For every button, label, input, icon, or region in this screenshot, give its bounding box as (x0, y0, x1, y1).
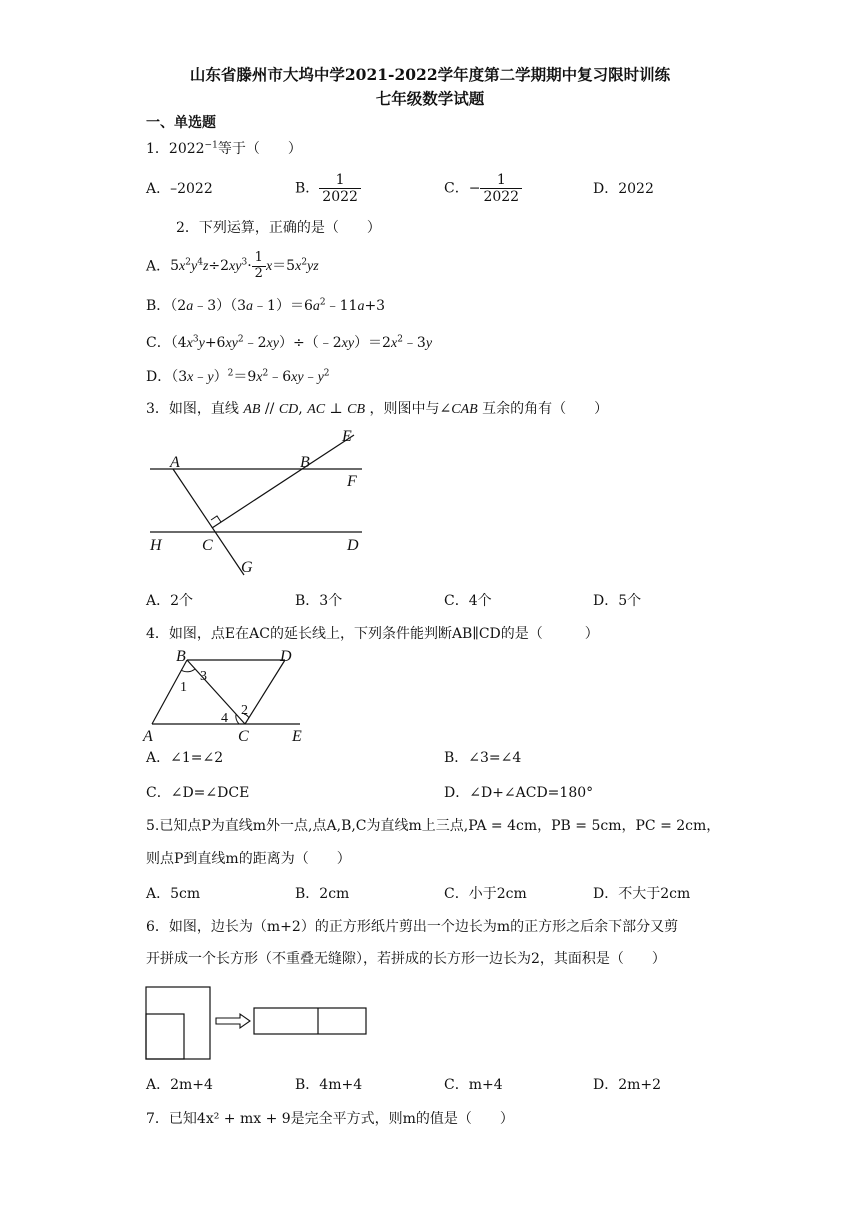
q3-option-a: A．2个 (146, 593, 194, 609)
q6-option-d: D．2m+2 (593, 1077, 662, 1093)
q3-label-a: A (170, 454, 180, 471)
q5-option-a: A．5cm (146, 886, 201, 902)
q4-label-angle-2: 2 (241, 703, 248, 718)
q3-option-b: B．3个 (295, 593, 343, 609)
q5-line-1: 5.已知点P为直线m外一点,点A,B,C为直线m上三点,PA = 4cm，PB = 5cm，PC = 2cm， (146, 818, 721, 834)
q2-stem: 2．下列运算，正确的是（ ） (176, 220, 381, 236)
q3-label-h: H (150, 537, 162, 554)
q3-figure (140, 425, 380, 585)
section-heading: 一、单选题 (146, 115, 216, 131)
q3-label-c: C (202, 537, 213, 554)
q3-label-b: B (300, 454, 310, 471)
q4-label-angle-4: 4 (221, 711, 228, 726)
q6-option-a: A．2m+4 (146, 1077, 213, 1093)
q4-label-angle-1: 1 (180, 680, 187, 695)
q4-label-b: B (176, 648, 186, 665)
q5-option-c: C．小于2cm (444, 886, 527, 902)
q1-option-d: D．2022 (593, 181, 654, 197)
q5-option-d: D．不大于2cm (593, 886, 691, 902)
q5-option-b: B．2cm (295, 886, 350, 902)
q4-stem: 4．如图，点E在AC的延长线上，下列条件能判断AB∥CD的是（ ） (146, 626, 599, 642)
q2-option-a: A．$5x^2y^4z\div 2xy^3\cdot$ $\frac{1}{2}$ $x=5x^2yz$ (146, 250, 319, 281)
title-line-1: 山东省滕州市大坞中学2021-2022学年度第二学期期中复习限时训练 (189, 65, 671, 84)
q4-label-c: C (238, 728, 249, 743)
q2-option-c: C．$(4x^3y+6xy^2﹣2xy)\div(﹣2xy)=2x^2﹣3y$ (146, 334, 433, 351)
q4-option-c: C．∠D=∠DCE (146, 785, 250, 801)
q3-label-d: D (347, 537, 359, 554)
q2-option-d: D．$(3x﹣y)^2=9x^2﹣6xy﹣y^2$ (146, 368, 330, 385)
q3-option-c: C．4个 (444, 593, 492, 609)
q4-label-a: A (143, 728, 153, 743)
q3-stem: 3．如图，直线 AB // CD, AC ⊥ CB ，则图中与∠CAB 互余的角有（ ） (146, 401, 609, 417)
q6-line-2: 开拼成一个长方形（不重叠无缝隙），若拼成的长方形一边长为2，其面积是（ ） (146, 951, 666, 967)
q3-label-g: G (241, 559, 253, 576)
q4-label-e: E (292, 728, 302, 743)
right-arrow-icon (216, 1014, 250, 1028)
q2-option-b: B．$(2a﹣3)(3a﹣1)=6a^2﹣11a+3$ (146, 297, 386, 314)
q4-option-d: D．∠D+∠ACD=180° (444, 785, 594, 801)
q4-option-a: A．∠1=∠2 (146, 750, 224, 766)
q1-option-c: C．− $\frac{1}{2022}$ (444, 172, 522, 205)
q6-option-c: C．m+4 (444, 1077, 503, 1093)
q7-stem: 7．已知4x² + mx + 9是完全平方式，则m的值是（ ） (146, 1111, 514, 1127)
q4-label-angle-3: 3 (200, 669, 207, 684)
q1-stem: 1．$2022^{-1}$等于（ ） (146, 140, 302, 157)
q4-figure (140, 648, 320, 743)
q3-label-f: F (347, 473, 357, 490)
q4-label-d: D (280, 648, 292, 665)
q6-option-b: B．4m+4 (295, 1077, 363, 1093)
title-line-2: 七年级数学试题 (375, 89, 485, 108)
q4-option-b: B．∠3=∠4 (444, 750, 522, 766)
q5-line-2: 则点P到直线m的距离为（ ） (146, 851, 351, 867)
q3-label-e: E (342, 428, 352, 445)
q6-figure (144, 985, 374, 1063)
q1-option-a: A．–2022 (146, 181, 213, 197)
q1-option-b: B． $\frac{1}{2022}$ (295, 172, 361, 205)
q6-line-1: 6．如图，边长为（m+2）的正方形纸片剪出一个边长为m的正方形之后余下部分又剪 (146, 919, 679, 935)
q3-option-d: D．5个 (593, 593, 642, 609)
